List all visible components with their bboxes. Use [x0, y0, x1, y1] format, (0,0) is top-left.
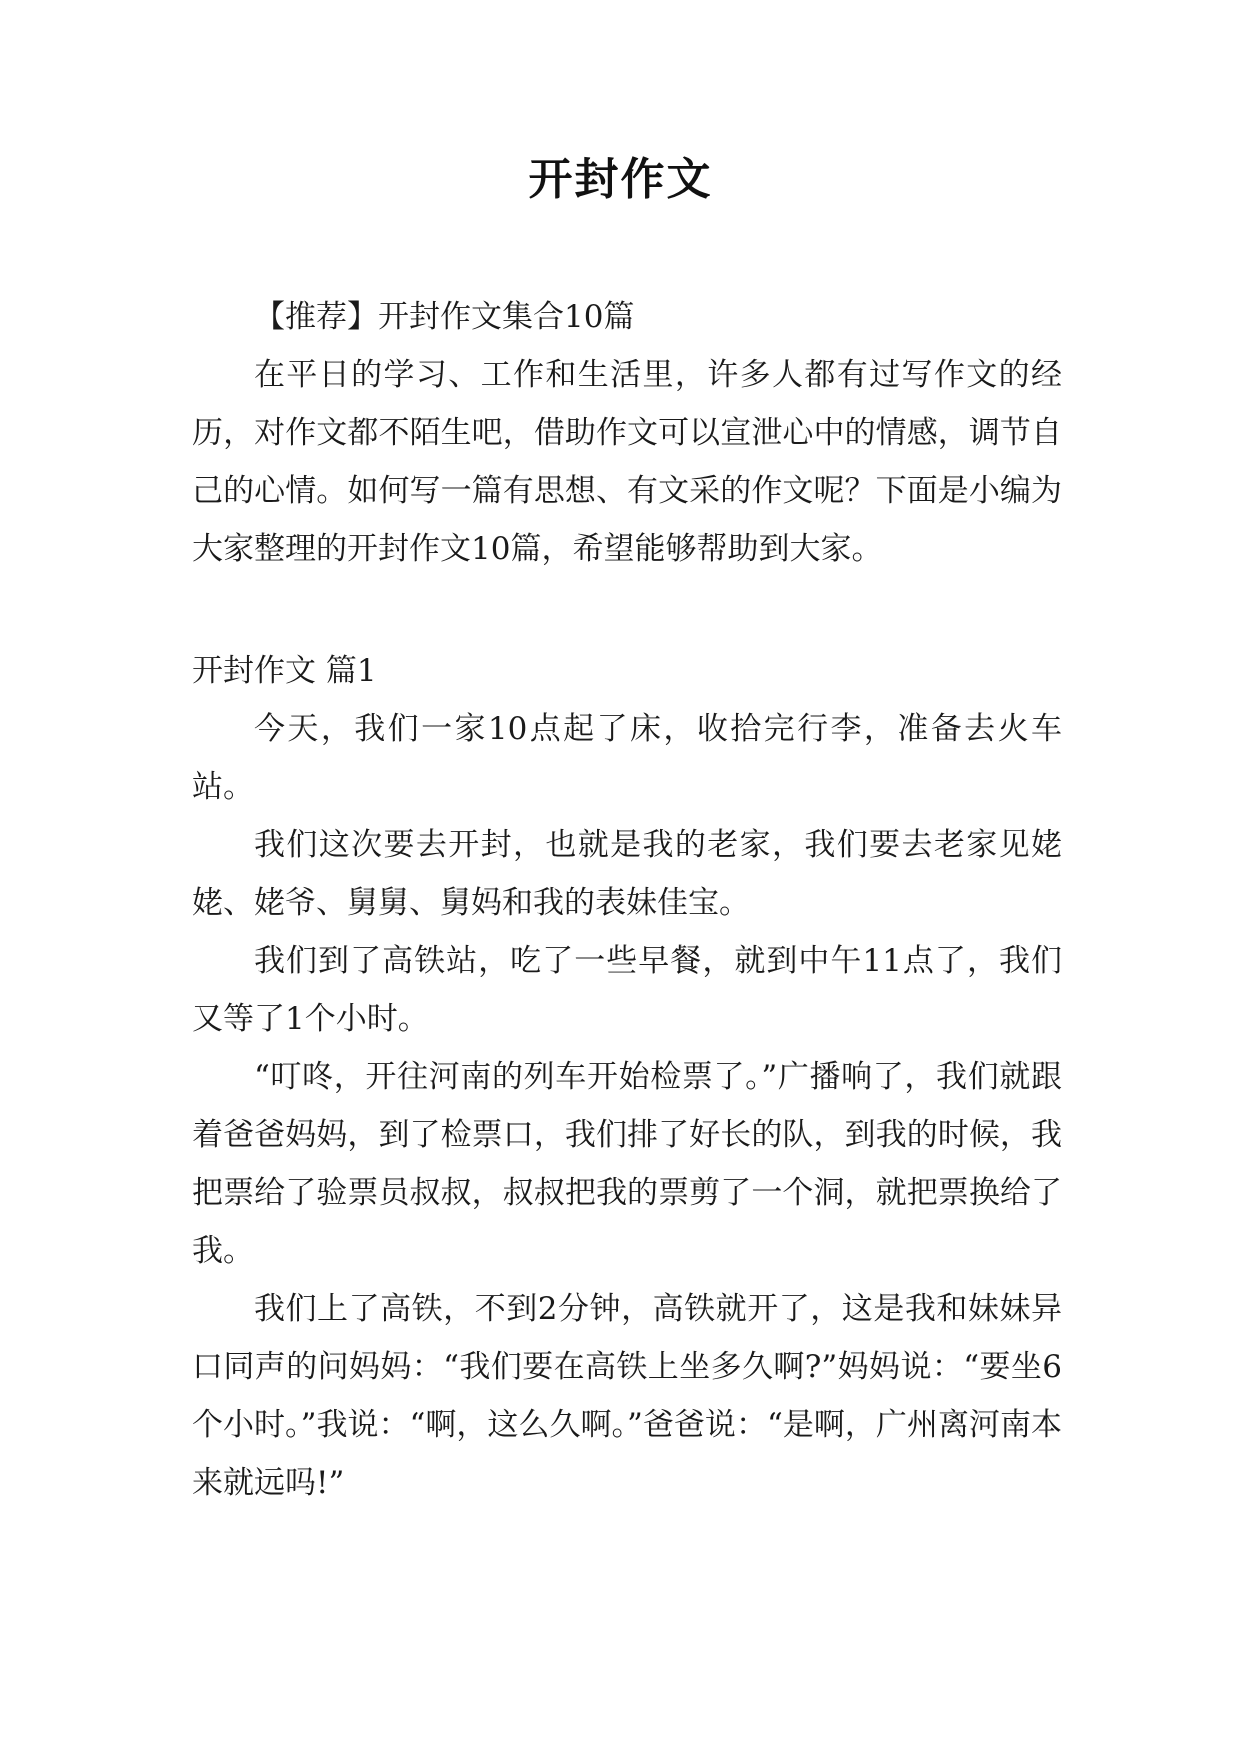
body-paragraph: 我们这次要去开封，也就是我的老家，我们要去老家见姥姥、姥爷、舅舅、舅妈和我的表妹佳宝。: [192, 827, 1062, 921]
body-paragraph: 我们到了高铁站，吃了一些早餐，就到中午11点了，我们又等了1个小时。: [192, 943, 1062, 1037]
intro-paragraph: 在平日的学习、工作和生活里，许多人都有过写作文的经历，对作文都不陌生吧，借助作文可以宣泄心中的情感，调节自己的心情。如何写一篇有思想、有文采的作文呢？下面是小编为大家整理的开封作文10篇，希望能够帮助到大家。: [192, 357, 1062, 567]
body-paragraph: “叮咚，开往河南的列车开始检票了。”广播响了，我们就跟着爸爸妈妈，到了检票口，我们排了好长的队，到我的时候，我把票给了验票员叔叔，叔叔把我的票剪了一个洞，就把票换给了我。: [192, 1059, 1062, 1269]
section-heading: 开封作文 篇1: [192, 653, 377, 689]
intro-heading: 【推荐】开封作文集合10篇: [254, 299, 635, 335]
body-paragraph: 我们上了高铁，不到2分钟，高铁就开了，这是我和妹妹异口同声的问妈妈：“我们要在高铁上坐多久啊?”妈妈说：“要坐6个小时。”我说：“啊，这么久啊。”爸爸说：“是啊，广州离河南本来就远吗!”: [192, 1291, 1062, 1501]
document-body: [192, 288, 1062, 1512]
document-title: 开封作文: [528, 154, 713, 205]
body-paragraph: 今天，我们一家10点起了床，收拾完行李，准备去火车站。: [192, 711, 1062, 805]
